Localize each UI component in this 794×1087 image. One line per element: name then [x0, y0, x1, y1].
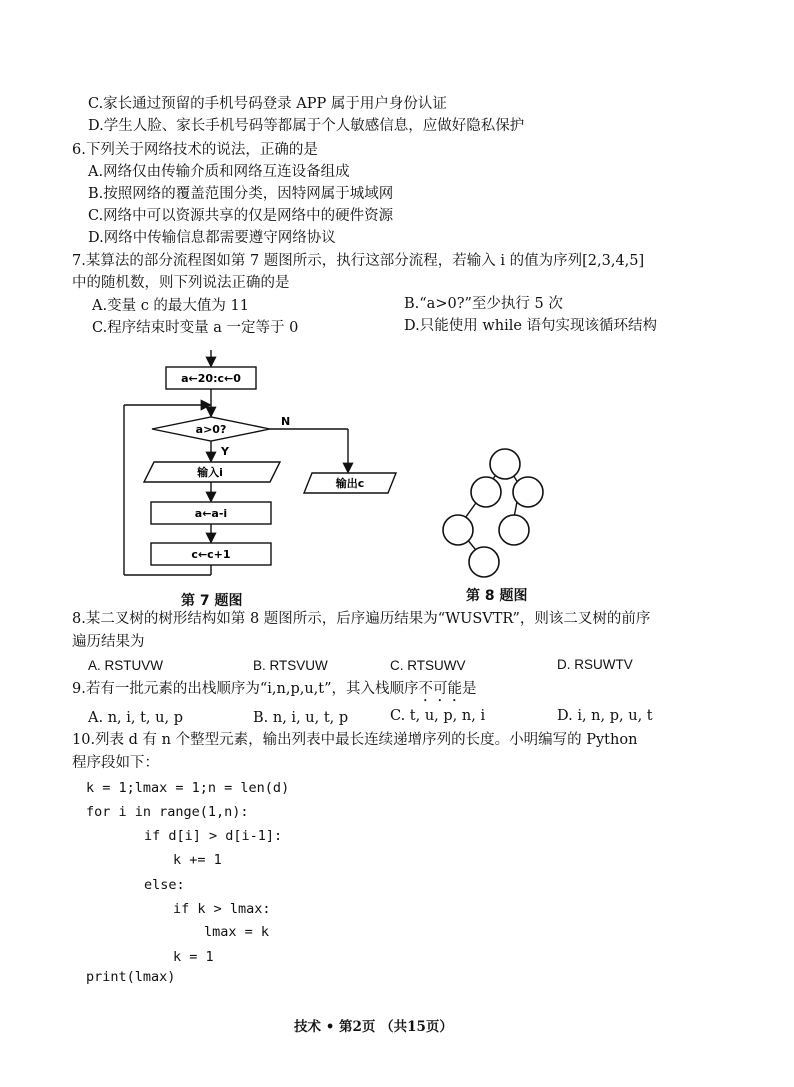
tree-node-right	[513, 477, 543, 507]
flow-output-label: 输出c	[335, 477, 365, 490]
q8-option-c: C. RTSUWV	[390, 658, 466, 673]
binary-tree-figure-8	[430, 440, 560, 585]
page-footer: 技术 • 第2页 （共15页）	[294, 1019, 453, 1035]
flow-step1-label: a←a-i	[194, 507, 228, 520]
flow-input-label: 输入i	[197, 466, 223, 479]
flow-decision-label: a>0?	[195, 423, 227, 436]
tree-node-root	[490, 449, 520, 479]
code-line-8: k = 1	[173, 949, 214, 965]
q5-option-c: C.家长通过预留的手机号码登录 APP 属于用户身份认证	[88, 96, 447, 112]
code-line-4: k += 1	[173, 852, 222, 868]
code-line-3: if d[i] > d[i-1]:	[144, 828, 283, 844]
q6-option-c: C.网络中可以资源共享的仅是网络中的硬件资源	[88, 208, 394, 224]
q8-option-a: A. RSTUVW	[88, 658, 164, 673]
q9-stem-emphasis: 不可能	[418, 681, 463, 697]
flow-init-label: a←20:c←0	[181, 372, 241, 385]
q8-option-d: D. RSUWTV	[557, 657, 633, 672]
q6-option-b: B.按照网络的覆盖范围分类，因特网属于城域网	[88, 186, 394, 202]
tree-node-bottom	[469, 547, 499, 577]
flow-no-label: N	[281, 415, 291, 428]
q7-stem-line1: 7.某算法的部分流程图如第 7 题图所示，执行这部分流程，若输入 i 的值为序列[2,3,4,5]	[72, 253, 645, 269]
tree-node-right-left	[499, 515, 529, 545]
q7-option-c: C.程序结束时变量 a 一定等于 0	[92, 320, 299, 336]
code-line-5: else:	[144, 877, 185, 893]
q6-option-d: D.网络中传输信息都需要遵守网络协议	[88, 230, 336, 246]
code-line-7: lmax = k	[204, 924, 270, 940]
q9-stem-post: 是	[462, 681, 477, 697]
code-line-6: if k > lmax:	[173, 901, 271, 917]
q7-option-d: D.只能使用 while 语句实现该循环结构	[404, 318, 658, 334]
q7-option-a: A.变量 c 的最大值为 11	[92, 298, 249, 314]
code-line-9: print(lmax)	[86, 969, 176, 985]
q8-stem-line2: 遍历结果为	[72, 634, 145, 650]
q9-option-c: C. t, u, p, n, i	[390, 708, 486, 724]
q6-option-a: A.网络仅由传输介质和网络互连设备组成	[88, 164, 350, 180]
q8-stem-line1: 8.某二叉树的树形结构如第 8 题图所示，后序遍历结果为“WUSVTR”，则该二叉树的前序	[72, 611, 651, 627]
figure-7-caption: 第 7 题图	[181, 593, 243, 609]
q9-stem	[72, 679, 477, 705]
q9-stem-pre: 9.若有一批元素的出栈顺序为“i,n,p,u,t”，其入栈顺序	[72, 681, 419, 697]
q8-option-b: B. RTSVUW	[253, 658, 328, 673]
q9-option-b: B. n, i, u, t, p	[253, 710, 349, 726]
q7-stem-line2: 中的随机数，则下列说法正确的是	[72, 275, 290, 291]
q10-stem-line1: 10.列表 d 有 n 个整型元素，输出列表中最长连续递增序列的长度。小明编写的 Python	[72, 732, 638, 748]
flow-step2-label: c←c+1	[191, 548, 231, 561]
flowchart-figure-7	[110, 345, 410, 580]
q9-option-a: A. n, i, t, u, p	[88, 710, 183, 726]
q6-stem: 6.下列关于网络技术的说法，正确的是	[72, 142, 318, 158]
tree-node-left-left	[443, 515, 473, 545]
q5-option-d: D.学生人脸、家长手机号码等都属于个人敏感信息，应做好隐私保护	[88, 118, 525, 134]
code-line-1: k = 1;lmax = 1;n = len(d)	[86, 780, 290, 796]
figure-8-caption: 第 8 题图	[466, 588, 528, 604]
q7-option-b: B.“a>0?”至少执行 5 次	[404, 296, 563, 312]
flow-yes-label: Y	[221, 445, 229, 458]
code-line-2: for i in range(1,n):	[86, 804, 249, 820]
tree-node-left	[471, 477, 501, 507]
q9-option-d: D. i, n, p, u, t	[557, 708, 653, 724]
q10-stem-line2: 程序段如下：	[72, 755, 159, 771]
